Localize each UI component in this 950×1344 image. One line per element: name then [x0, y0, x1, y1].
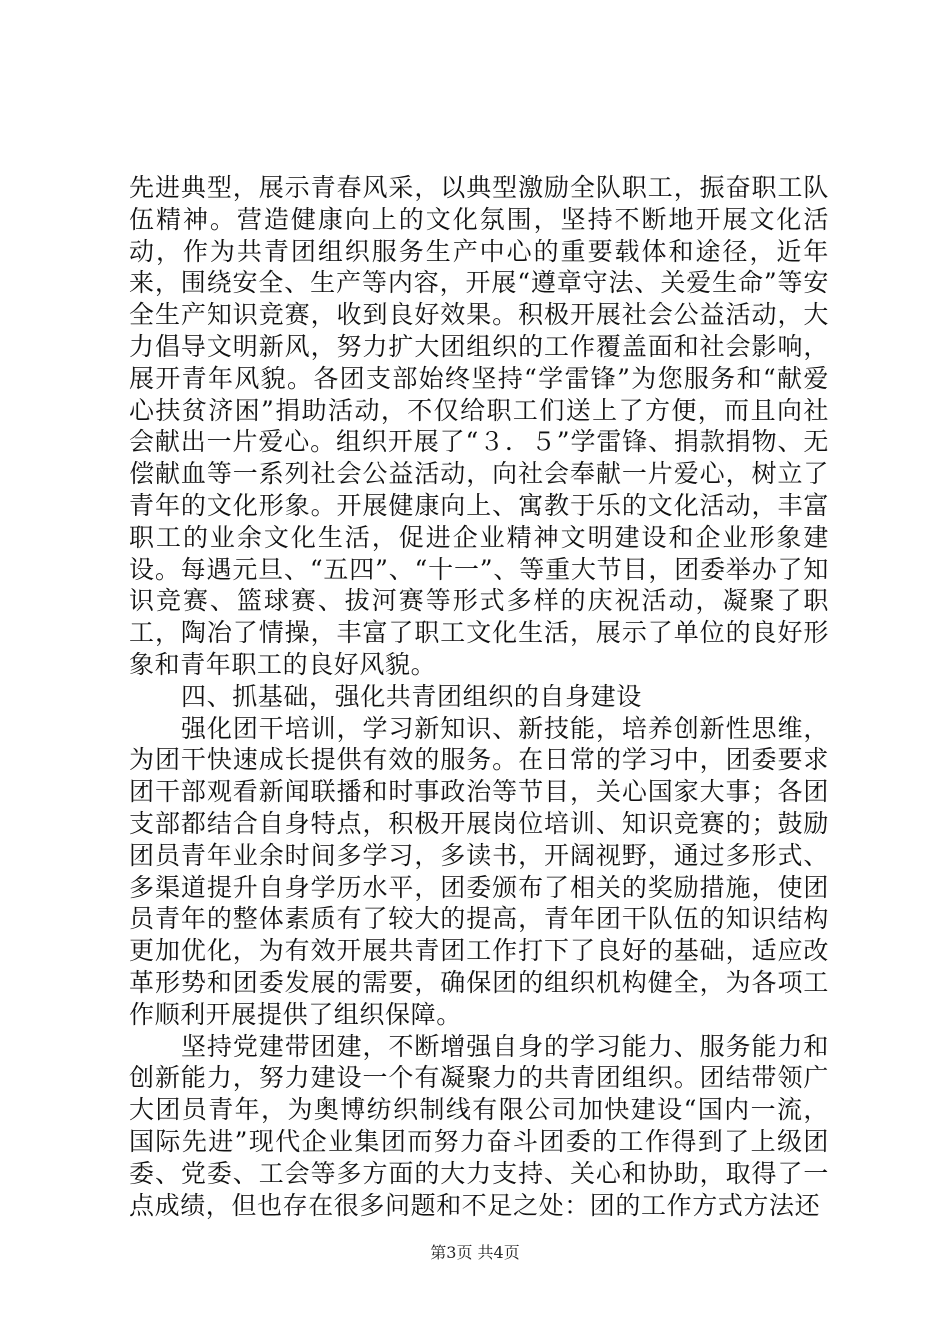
paragraph-training: 强化团干培训，学习新知识、新技能，培养创新性思维，为团干快速成长提供有效的服务。在日常的学习中，团委要求团干部观看新闻联播和时事政治等节目，关心国家大事；各团支部都结合自身特点，积极开展岗位培训、知识竞赛的；鼓励团员青年业余时间多学习，多读书，开阔视野，通过多形式、多渠道提升自身学历水平，团委颁布了相关的奖励措施，使团员青年的整体素质有了较大的提高，青年团干队伍的知识结构更加优化，为有效开展共青团工作打下了良好的基础，适应改革形势和团委发展的需要，确保团的组织机构健全，为各项工作顺利开展提供了组织保障。 — [129, 713, 829, 1029]
page-footer: 第3页 共4页 — [430, 1243, 520, 1262]
document-body — [129, 172, 829, 1221]
paragraph-continuation: 先进典型，展示青春风采，以典型激励全队职工，振奋职工队伍精神。营造健康向上的文化氛围，坚持不断地开展文化活动，作为共青团组织服务生产中心的重要载体和途径，近年来，围绕安全、生产等内容，开展“遵章守法、关爱生命”等安全生产知识竞赛，收到良好效果。积极开展社会公益活动，大力倡导文明新风，努力扩大团组织的工作覆盖面和社会影响，展开青年风貌。各团支部始终坚持“学雷锋”为您服务和“献爱心扶贫济困”捐助活动，不仅给职工们送上了方便，而且向社会献出一片爱心。组织开展了“３．５”学雷锋、捐款捐物、无偿献血等一系列社会公益活动，向社会奉献一片爱心，树立了青年的文化形象。开展健康向上、寓教于乐的文化活动，丰富职工的业余文化生活，促进企业精神文明建设和企业形象建设。每遇元旦、“五四”、“十一”、等重大节目，团委举办了知识竞赛、篮球赛、拔河赛等形式多样的庆祝活动，凝聚了职工，陶冶了情操，丰富了职工文化生活，展示了单位的良好形象和青年职工的良好风貌。 — [129, 173, 829, 679]
section-heading: 四、抓基础，强化共青团组织的自身建设 — [181, 681, 642, 711]
paragraph-party-building: 坚持党建带团建，不断增强自身的学习能力、服务能力和创新能力，努力建设一个有凝聚力的共青团组织。团结带领广大团员青年，为奥博纺织制线有限公司加快建设“国内一流，国际先进”现代企业集团而努力奋斗团委的工作得到了上级团委、党委、工会等多方面的大力支持、关心和协助，取得了一点成绩，但也存在很多问题和不足之处：团的工作方式方法还 — [129, 1031, 829, 1220]
